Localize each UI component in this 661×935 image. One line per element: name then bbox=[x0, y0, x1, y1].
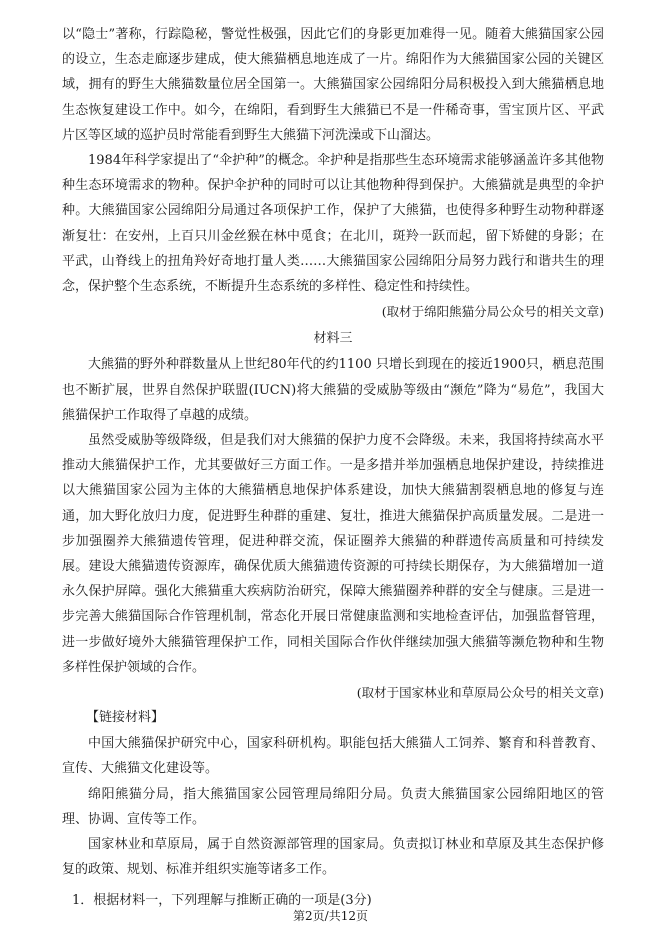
link-material-heading: 【链接材料】 bbox=[86, 710, 165, 726]
source-citation-forestry: (取材于国家林业和草原局公众号的相关文章) bbox=[356, 685, 604, 701]
paragraph-hermit: 以“隐士”著称，行踪隐秘，警觉性极强，因此它们的身影更加难得一见。随着大熊猫国家公园的设立，生态走廊逐步建成，使大熊猫栖息地连成了一片。绵阳作为大熊猫国家公园的关键区域，拥有的野生大熊猫数量位居全国第一。大熊猫国家公园绵阳分局积极投入到大熊猫栖息地生态恢复建设工作中。如今，在绵阳，看到野生大熊猫已不是一件稀奇事，雪宝顶片区、平武片区等区域的巡护员时常能看到野生大熊猫下河洗澡或下山溜达。 bbox=[62, 27, 604, 143]
paragraph-umbrella-species: 1984年科学家提出了“伞护种”的概念。伞护种是指那些生态环境需求能够涵盖许多其他物种生态环境需求的物种。保护伞护种的同时可以让其他物种得到保护。大熊猫就是典型的伞护种。大熊猫国家公园绵阳分局通过各项保护工作，保护了大熊猫，也使得多种野生动物种群逐渐复壮：在安州，上百只川金丝猴在林中觅食；在北川，斑羚一跃而起，留下矫健的身影；在平武，山脊线上的扭角羚好奇地打量人类……大熊猫国家公园绵阳分局努力践行和谐共生的理念，保护整个生态系统，不断提升生态系统的多样性、稳定性和持续性。 bbox=[62, 153, 604, 295]
link-paragraph-forestry-bureau: 国家林业和草原局，属于自然资源部管理的国家局。负责拟订林业和草原及其生态保护修复的政策、规划、标准并组织实施等诸多工作。 bbox=[62, 837, 604, 878]
paragraph-population: 大熊猫的野外种群数量从上世纪80年代的约1100 只增长到现在的接近1900只，栖息范围也不断扩展，世界自然保护联盟(IUCN)将大熊猫的受威胁等级由“濒危”降为“易危”，我国大熊猫保护工作取得了卓越的成绩。 bbox=[62, 357, 604, 423]
source-citation-mianyang: (取材于绵阳熊猫分局公众号的相关文章) bbox=[381, 304, 604, 320]
question-one: 1．根据材料一，下列理解与推断正确的一项是(3分) bbox=[72, 892, 372, 908]
page-number: 第2页/共12页 bbox=[293, 909, 368, 923]
document-body bbox=[62, 22, 604, 913]
paragraph-protection-plan: 虽然受威胁等级降级，但是我们对大熊猫的保护力度不会降级。未来，我国将持续高水平推动大熊猫保护工作，尤其要做好三方面工作。一是多措并举加强栖息地保护建设，持续推进以大熊猫国家公园为主体的大熊猫栖息地保护体系建设，加快大熊猫割裂栖息地的修复与连通，加大野化放归力度，促进野生种群的重建、复壮，推进大熊猫保护高质量发展。二是进一步加强圈养大熊猫遗传管理，促进种群交流，保证圈养大熊猫的种群遗传高质量和可持续发展。建设大熊猫遗传资源库，确保优质大熊猫遗传资源的可持续长期保存，为大熊猫增加一道永久保护屏障。强化大熊猫重大疾病防治研究，保障大熊猫圈养种群的安全与健康。三是进一步完善大熊猫国际合作管理机制，常态化开展日常健康监测和实地检查评估，加强监督管理，进一步做好境外大熊猫管理保护工作，同相关国际合作伙伴继续加强大熊猫等濒危物种和生物多样性保护领域的合作。 bbox=[62, 433, 604, 675]
link-paragraph-mianyang-branch: 绵阳熊猫分局，指大熊猫国家公园管理局绵阳分局。负责大熊猫国家公园绵阳地区的管理、协调、宣传等工作。 bbox=[62, 786, 604, 827]
link-paragraph-research-center: 中国大熊猫保护研究中心，国家科研机构。职能包括大熊猫人工饲养、繁育和科普教育、宣传、大熊猫文化建设等。 bbox=[62, 736, 604, 777]
material-three-heading: 材料三 bbox=[313, 331, 353, 347]
